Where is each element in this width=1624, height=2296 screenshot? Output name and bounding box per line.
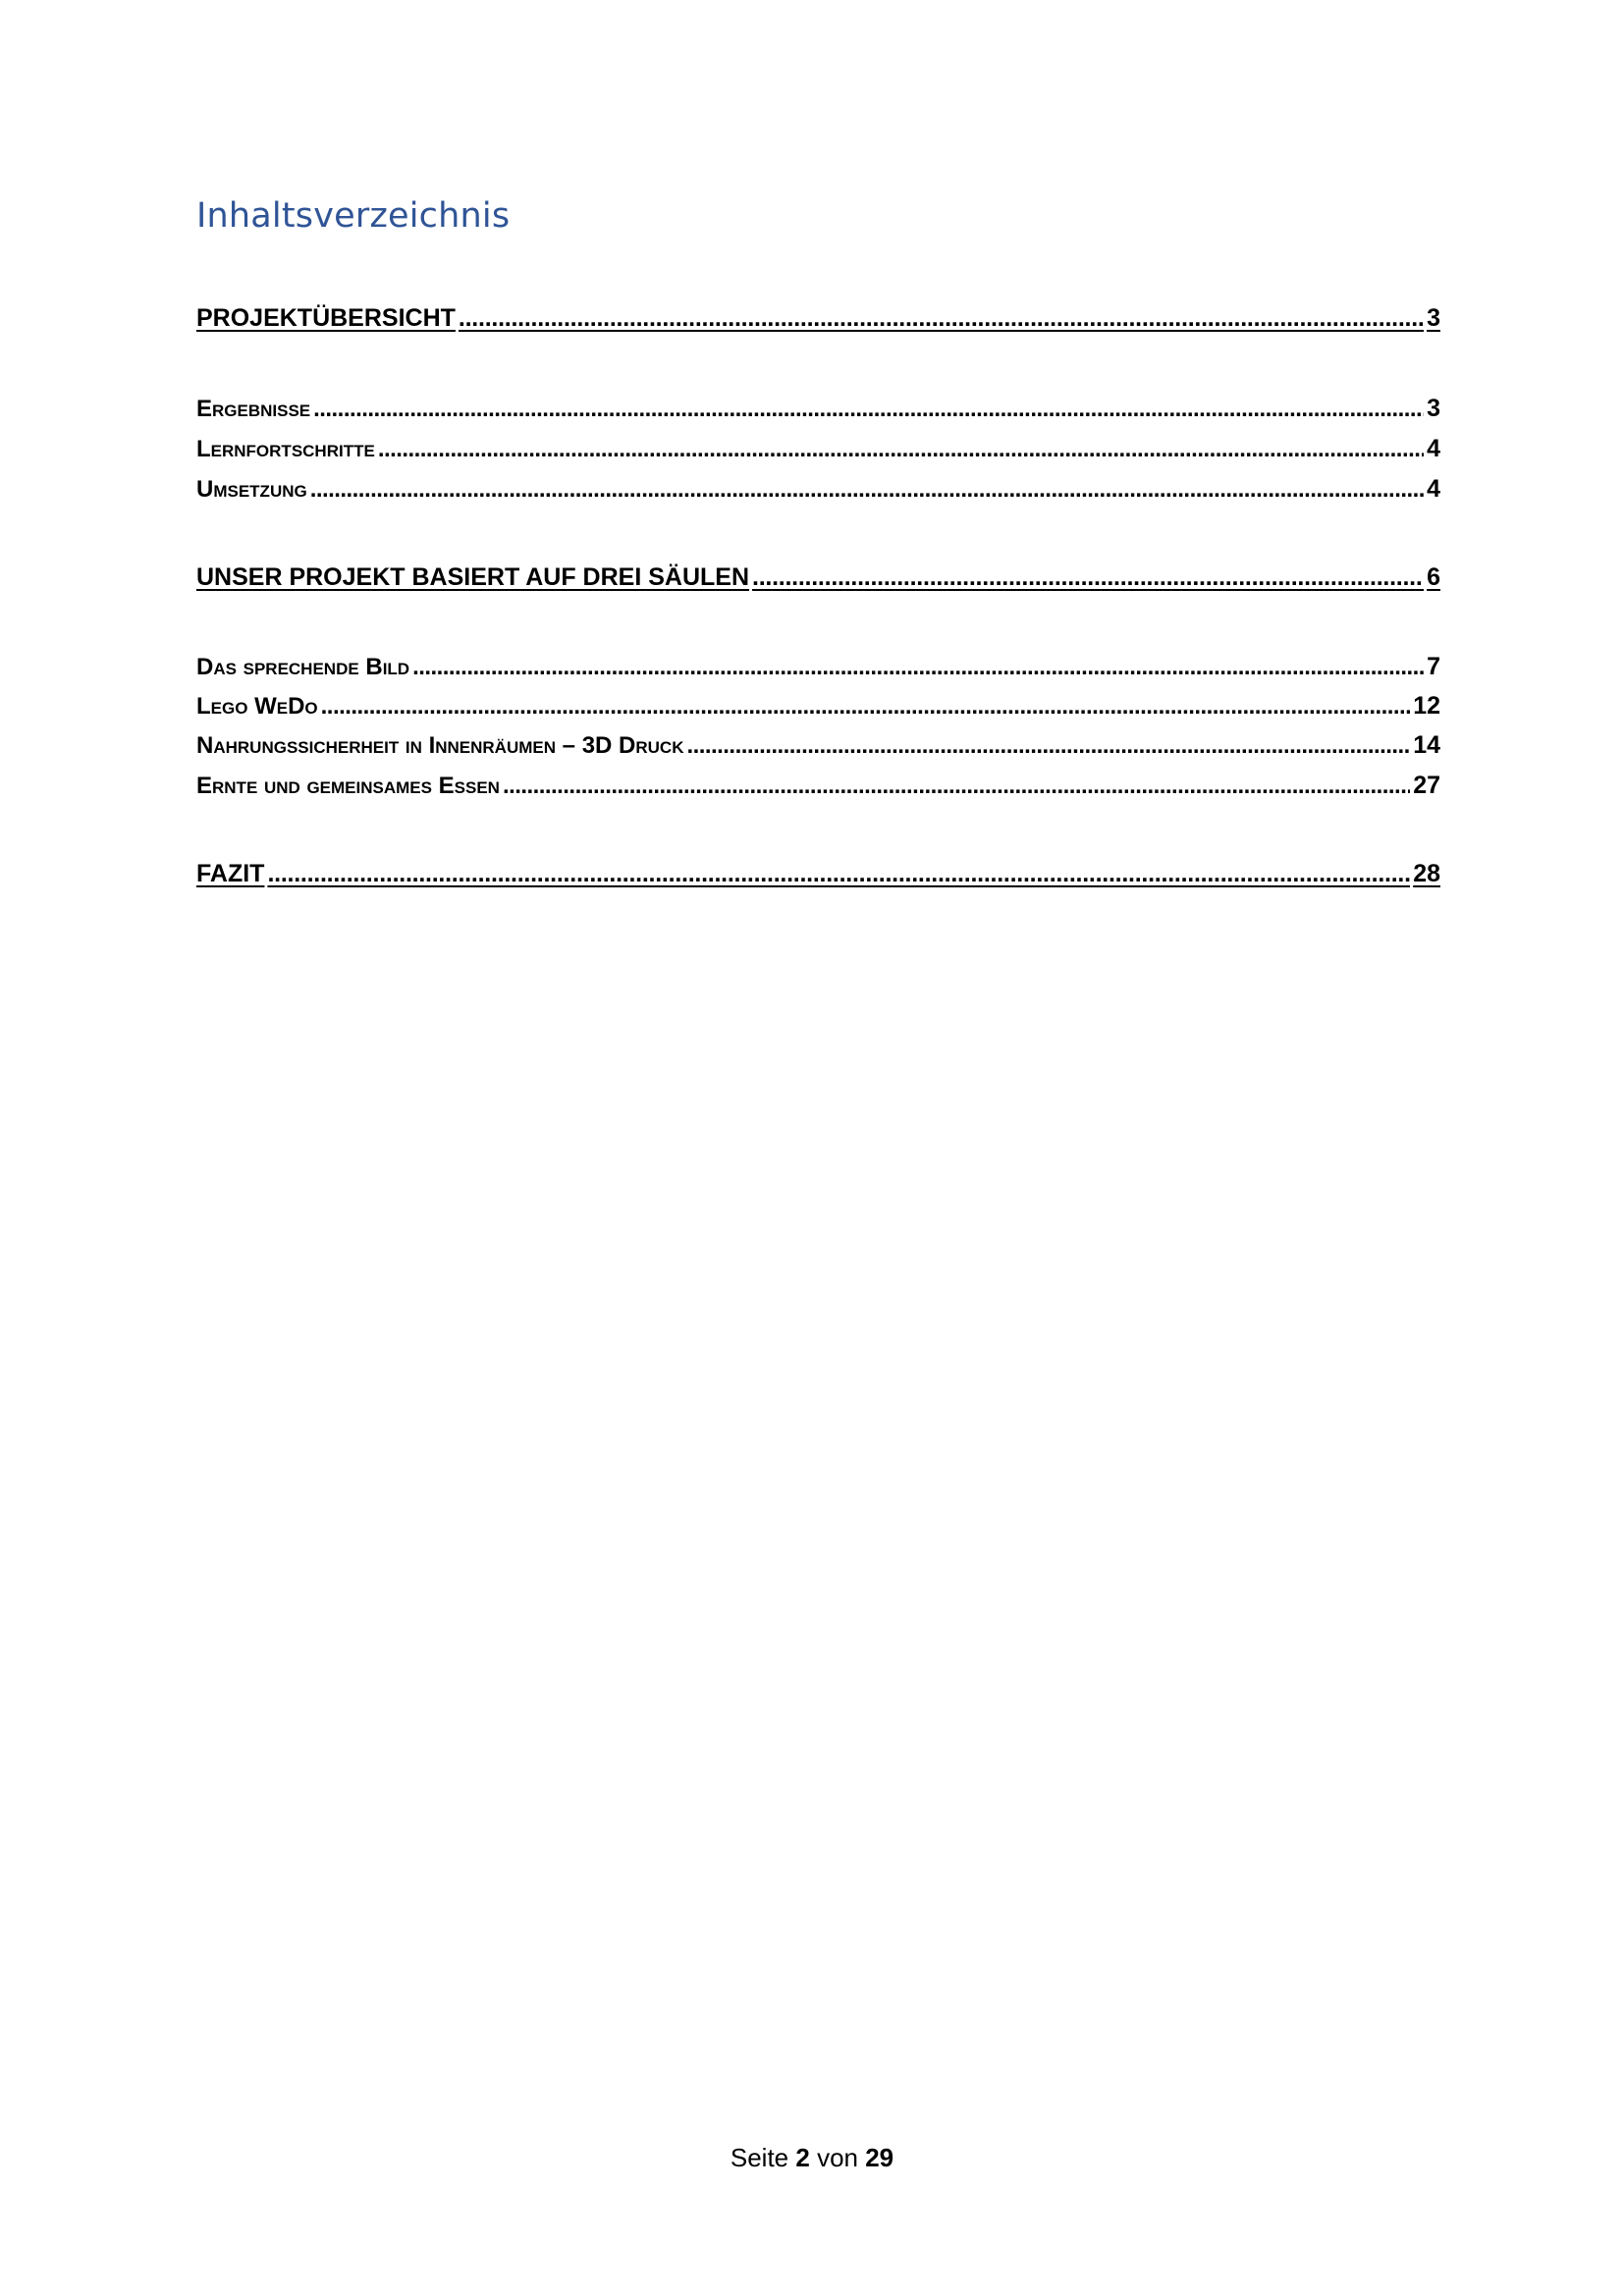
toc-entry-page: 4 bbox=[1427, 435, 1440, 462]
toc-entry-lernfortschritte[interactable] bbox=[196, 435, 1440, 463]
footer-separator: von bbox=[817, 2143, 858, 2172]
toc-entry-nahrungssicherheit[interactable] bbox=[196, 731, 1440, 760]
toc-dot-leader bbox=[378, 436, 1424, 463]
toc-entry-label: PROJEKTÜBERSICHT bbox=[196, 304, 456, 332]
toc-entry-projektuebersicht[interactable] bbox=[196, 304, 1440, 333]
toc-entry-fazit[interactable] bbox=[196, 860, 1440, 888]
toc-title: Inhaltsverzeichnis bbox=[196, 196, 511, 236]
toc-entry-page: 27 bbox=[1413, 772, 1440, 799]
page-footer bbox=[0, 2143, 1624, 2173]
toc-entry-umsetzung[interactable] bbox=[196, 475, 1440, 504]
toc-dot-leader bbox=[412, 654, 1424, 681]
toc-entry-label: FAZIT bbox=[196, 860, 265, 887]
toc-entry-page: 4 bbox=[1427, 475, 1440, 503]
toc-dot-leader bbox=[310, 476, 1424, 504]
toc-dot-leader bbox=[752, 563, 1424, 592]
toc-entry-label: Ernte und gemeinsames Essen bbox=[196, 773, 500, 799]
toc-entry-label: Lego WeDo bbox=[196, 693, 318, 720]
toc-entry-page: 6 bbox=[1427, 563, 1440, 591]
toc-entry-page: 3 bbox=[1427, 395, 1440, 422]
toc-entry-label: Das sprechende Bild bbox=[196, 654, 410, 680]
toc-entry-page: 14 bbox=[1413, 731, 1440, 759]
toc-entry-page: 7 bbox=[1427, 653, 1440, 680]
toc-entry-drei-saeulen[interactable] bbox=[196, 563, 1440, 592]
toc-dot-leader bbox=[321, 693, 1411, 721]
toc-dot-leader bbox=[267, 860, 1410, 888]
footer-total-pages: 29 bbox=[865, 2143, 894, 2172]
toc-dot-leader bbox=[503, 773, 1410, 800]
toc-entry-label: Ergebnisse bbox=[196, 396, 311, 422]
toc-entry-sprechende-bild[interactable] bbox=[196, 653, 1440, 681]
toc-entry-label: Lernfortschritte bbox=[196, 436, 375, 462]
toc-dot-leader bbox=[459, 304, 1424, 333]
toc-entry-label: Nahrungssicherheit in Innenräumen – 3D Druck bbox=[196, 732, 684, 759]
toc-dot-leader bbox=[686, 732, 1410, 760]
toc-entry-page: 12 bbox=[1413, 692, 1440, 720]
toc-entry-ergebnisse[interactable] bbox=[196, 395, 1440, 423]
toc-entry-ernte[interactable] bbox=[196, 772, 1440, 800]
footer-current-page: 2 bbox=[795, 2143, 810, 2172]
toc-entry-page: 28 bbox=[1413, 860, 1440, 887]
toc-entry-lego-wedo[interactable] bbox=[196, 692, 1440, 721]
toc-entry-page: 3 bbox=[1427, 304, 1440, 332]
toc-dot-leader bbox=[313, 396, 1424, 423]
footer-prefix: Seite bbox=[730, 2143, 789, 2172]
toc-entry-label: Umsetzung bbox=[196, 476, 307, 503]
toc-entry-label: UNSER PROJEKT BASIERT AUF DREI SÄULEN bbox=[196, 563, 750, 591]
